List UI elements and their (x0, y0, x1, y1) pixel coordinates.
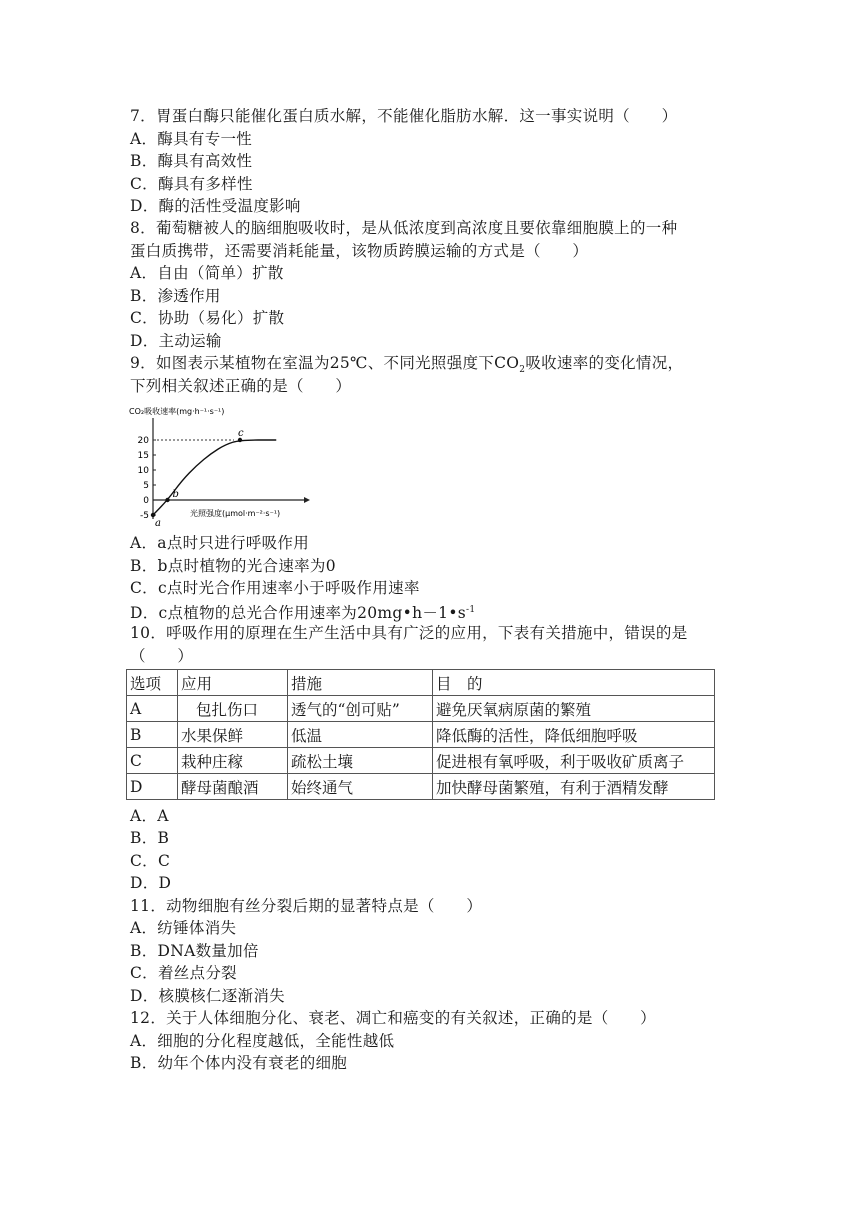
q9-option-c: C．c点时光合作用速率小于呼吸作用速率 (130, 579, 420, 597)
q12-option-b: B．幼年个体内没有衰老的细胞 (130, 1054, 348, 1072)
y-tick-label: 15 (137, 451, 149, 461)
q11-stem: 11．动物细胞有丝分裂后期的显著特点是（ ） (130, 897, 483, 915)
q9-stem-text-end: 吸收速率的变化情况， (525, 354, 684, 372)
q9-stem-text: 9．如图表示某植物在室温为25℃、不同光照强度下CO (130, 354, 520, 372)
q9-option-d-text: D．c点植物的总光合作用速率为20mg•h－1•s (130, 604, 467, 623)
q9-option-d (130, 599, 475, 624)
table-cell: B (127, 722, 178, 748)
q8-stem-line2: 蛋白质携带，还需要消耗能量，该物质跨膜运输的方式是（ ） (130, 242, 589, 260)
q11-option-d: D．核膜核仁逐渐消失 (130, 987, 285, 1005)
table-cell: 低温 (288, 722, 433, 748)
q12-stem: 12．关于人体细胞分化、衰老、凋亡和癌变的有关叙述，正确的是（ ） (130, 1009, 656, 1027)
q10-option-b: B．B (130, 829, 170, 847)
q11-option-c: C．着丝点分裂 (130, 964, 237, 982)
table-cell: 栽种庄稼 (178, 748, 288, 774)
q9-stem-subscript: 2 (519, 365, 526, 376)
table-cell: 疏松土壤 (288, 748, 433, 774)
table-row (127, 774, 715, 800)
table-header-cell: 措施 (288, 670, 433, 696)
q12-option-a: A．细胞的分化程度越低，全能性越低 (130, 1032, 395, 1050)
table-cell: C (127, 748, 178, 774)
q10-stem-line2: （ ） (130, 647, 194, 665)
q10-option-d: D．D (130, 874, 172, 892)
table-cell: 水果保鲜 (178, 722, 288, 748)
q7-option-b: B．酶具有高效性 (130, 152, 253, 170)
q10-stem-line1: 10．呼吸作用的原理在生产生活中具有广泛的应用，下表有关措施中，错误的是 (130, 624, 688, 642)
table-cell: 降低酶的活性，降低细胞呼吸 (433, 722, 715, 748)
chart-point-label: c (238, 428, 244, 439)
table-cell: D (127, 774, 178, 800)
q7-option-a: A．酶具有专一性 (130, 130, 253, 148)
chart-x-arrow (304, 497, 310, 503)
table-row (127, 722, 715, 748)
q9-option-a: A．a点时只进行呼吸作用 (130, 534, 310, 552)
table-header-cell: 目 的 (433, 670, 715, 696)
y-tick-label: 5 (143, 481, 149, 491)
table-cell: 包扎伤口 (178, 696, 288, 722)
q8-option-c: C．协助（易化）扩散 (130, 309, 285, 327)
y-tick-label: -5 (140, 511, 149, 521)
q8-stem-line1: 8．葡萄糖被人的脑细胞吸收时，是从低浓度到高浓度且要依靠细胞膜上的一种 (130, 219, 678, 237)
table-cell: 避免厌氧病原菌的繁殖 (433, 696, 715, 722)
chart-point-a (151, 513, 155, 517)
q8-option-a: A．自由（简单）扩散 (130, 264, 284, 282)
q11-option-a: A．纺锤体消失 (130, 919, 237, 937)
q10-option-c: C．C (130, 852, 171, 870)
table-header-cell: 应用 (178, 670, 288, 696)
q8-option-b: B．渗透作用 (130, 287, 221, 305)
table-row (127, 696, 715, 722)
table-cell: 加快酵母菌繁殖，有利于酒精发酵 (433, 774, 715, 800)
y-tick-label: 10 (137, 466, 149, 476)
measures-table (126, 669, 715, 800)
q9-option-d-superscript: -1 (466, 605, 476, 615)
q8-option-d: D．主动运输 (130, 332, 222, 350)
chart-y-label: CO₂吸收速率(mg·h⁻¹·s⁻¹) (129, 407, 225, 416)
chart-x-label: 光照强度(μmol·m⁻²·s⁻¹) (190, 509, 281, 518)
q7-option-c: C．酶具有多样性 (130, 175, 253, 193)
chart-point-label: a (155, 518, 161, 529)
chart-point-label: b (172, 489, 179, 500)
table-cell: A (127, 696, 178, 722)
chart-point-b (165, 498, 169, 502)
table-cell: 始终通气 (288, 774, 433, 800)
y-tick-label: 0 (143, 496, 149, 506)
table-header-cell: 选项 (127, 670, 178, 696)
q11-option-b: B．DNA数量加倍 (130, 942, 259, 960)
table-cell: 酵母菌酿酒 (178, 774, 288, 800)
q7-stem: 7．胃蛋白酶只能催化蛋白质水解，不能催化脂肪水解．这一事实说明（ ） (130, 107, 678, 125)
q9-option-b: B．b点时植物的光合速率为0 (130, 557, 336, 575)
table-cell: 促进根有氧呼吸，利于吸收矿质离子 (433, 748, 715, 774)
table-header-row (127, 670, 715, 696)
q7-option-d: D．酶的活性受温度影响 (130, 197, 301, 215)
chart-curve (153, 440, 276, 515)
y-tick-label: 20 (137, 436, 149, 446)
table-row (127, 748, 715, 774)
q9-stem-line2: 下列相关叙述正确的是（ ） (130, 377, 352, 395)
co2-absorption-chart (124, 404, 314, 529)
table-cell: 透气的“创可贴” (288, 696, 433, 722)
q10-option-a: A．A (130, 807, 169, 825)
